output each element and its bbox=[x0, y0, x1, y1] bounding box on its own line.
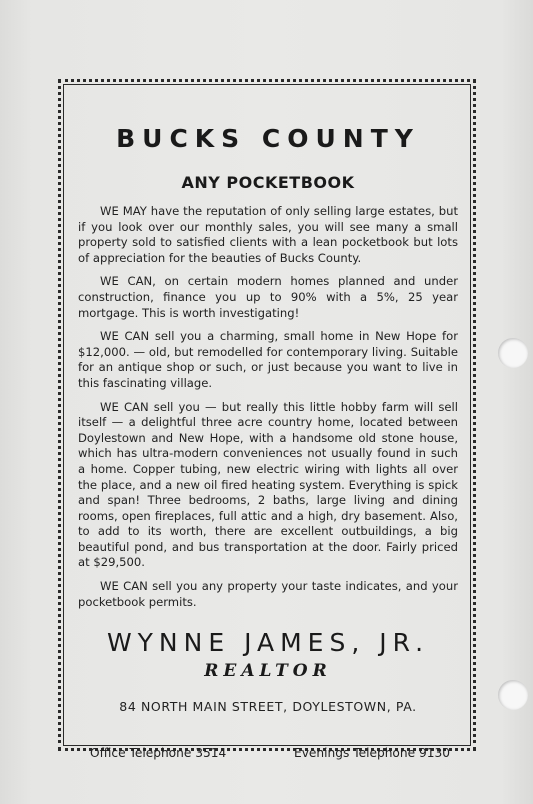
punch-hole-lower bbox=[498, 680, 528, 710]
paragraph-new-hope-home: WE CAN sell you a charming, small home in New Hope for $12,000. — old, but remodelled for contemporary living. Suitable for an antique shop or such, or just because you want to live in this fascinating village. bbox=[78, 329, 458, 390]
evening-phone: Evenings Telephone 9130 bbox=[294, 746, 450, 761]
realtor-title: REALTOR bbox=[204, 661, 332, 682]
ad-body bbox=[78, 204, 458, 610]
paragraph-financing: WE CAN, on certain modern homes planned and under construction, finance you up to 90% with a 5%, 25 year mortgage. This is worth investigating! bbox=[78, 274, 458, 320]
advertisement bbox=[78, 118, 458, 760]
realtor-name: WYNNE JAMES, JR. bbox=[106, 628, 430, 658]
paragraph-reputation: WE MAY have the reputation of only selling large estates, but if you look over our monthly sales, you will see many a small property sold to satisfied clients with a lean pocketbook but lots of appreciation for the beauties of Bucks County. bbox=[78, 204, 458, 265]
headline: BUCKS COUNTY bbox=[116, 124, 420, 153]
office-address: 84 NORTH MAIN STREET, DOYLESTOWN, PA. bbox=[119, 699, 417, 715]
paragraph-closing: WE CAN sell you any property your taste indicates, and your pocketbook permits. bbox=[78, 579, 458, 609]
office-phone: Office Telephone 3514 bbox=[90, 746, 227, 761]
punch-hole-upper bbox=[498, 338, 528, 368]
phone-row bbox=[78, 746, 458, 760]
paragraph-hobby-farm: WE CAN sell you — but really this little hobby farm will sell itself — a delightful three acre country home, located between Doylestown and New Hope, with a handsome old stone house, which has ultra-modern conveniences not usually found in such a home. Copper tubing, new electric wiring with lights all over the place, and a new oil fired heating system. Everything is spick and span! Three bedrooms, 2 baths, large living and dining rooms, open fireplaces, full attic and a high, dry basement. Also, to add to its worth, there are excellent outbuildings, a big beautiful pond, and bus transportation at the door. Fairly priced at $29,500. bbox=[78, 399, 458, 570]
subheadline: ANY POCKETBOOK bbox=[181, 173, 355, 192]
